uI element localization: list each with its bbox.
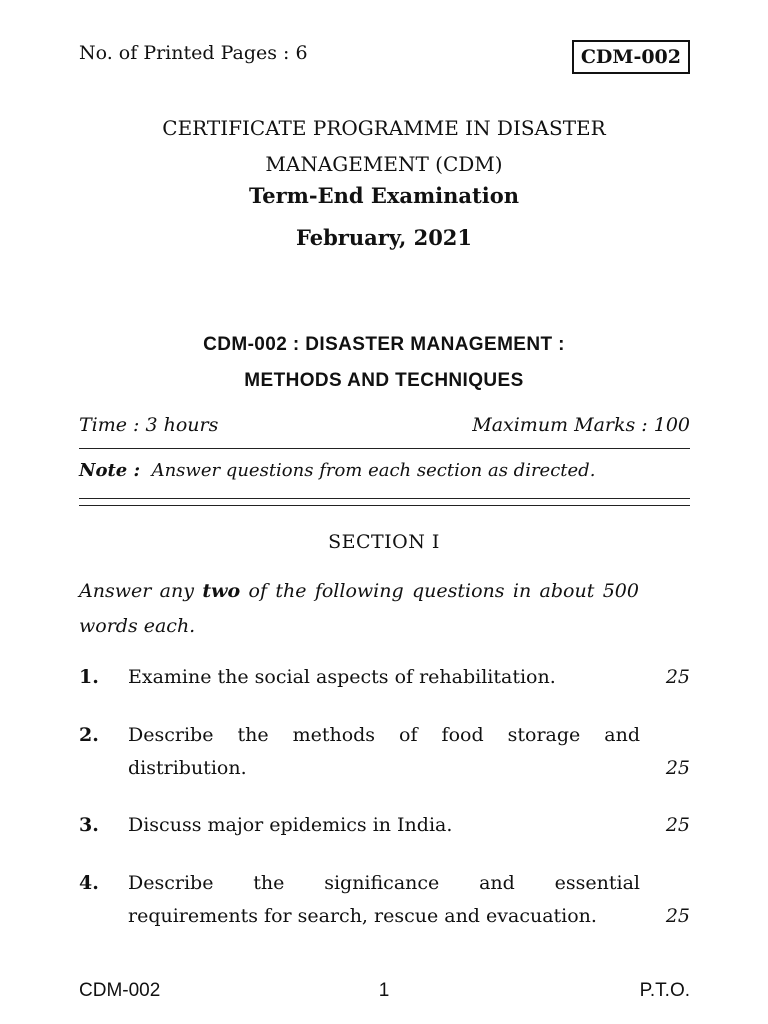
double-rule-bottom	[79, 505, 690, 506]
question-number: 2.	[79, 724, 99, 746]
time-allowed: Time : 3 hours	[79, 414, 219, 436]
exam-date: February, 2021	[295, 225, 473, 250]
course-title-line2: METHODS AND TECHNIQUES	[244, 370, 524, 391]
exam-name: Term-End Examination	[248, 183, 519, 208]
maximum-marks: Maximum Marks : 100	[472, 414, 690, 436]
paper-code-box: CDM-002	[572, 40, 690, 74]
footer-code: CDM-002	[79, 980, 161, 1001]
question-number: 3.	[79, 814, 99, 836]
note-label: Note :	[79, 460, 141, 481]
note	[79, 460, 595, 481]
course-title-line1: CDM-002 : DISASTER MANAGEMENT :	[203, 334, 565, 355]
question-marks: 25	[665, 757, 690, 779]
programme-title-line1: CERTIFICATE PROGRAMME IN DISASTER	[162, 116, 606, 140]
question-text: Describe the significance and essential requirements for search, rescue and evacuation.	[128, 872, 640, 927]
page-number: 1	[378, 980, 390, 1001]
instruction-bold: two	[202, 580, 241, 602]
printed-pages-count: No. of Printed Pages : 6	[79, 42, 308, 64]
instruction-post: of the following questions in about 500 words each.	[79, 580, 639, 637]
please-turn-over: P.T.O.	[639, 980, 690, 1001]
note-text: Answer questions from each section as directed.	[151, 460, 596, 481]
question-marks: 25	[665, 905, 690, 927]
divider-line	[79, 448, 690, 449]
instruction-pre: Answer any	[79, 580, 203, 602]
question-marks: 25	[665, 666, 690, 688]
question-number: 4.	[79, 872, 99, 894]
question-text: Describe the methods of food storage and distribution.	[128, 724, 640, 779]
question-marks: 25	[665, 814, 690, 836]
course-title	[0, 327, 768, 399]
section-instruction	[79, 574, 639, 644]
question-number: 1.	[79, 666, 99, 688]
programme-title-line2: MANAGEMENT (CDM)	[265, 152, 503, 176]
section-heading: SECTION I	[328, 531, 440, 553]
question-text: Examine the social aspects of rehabilitation.	[128, 666, 556, 688]
programme-title	[0, 110, 768, 182]
double-rule-top	[79, 498, 690, 499]
question-text: Discuss major epidemics in India.	[128, 814, 453, 836]
